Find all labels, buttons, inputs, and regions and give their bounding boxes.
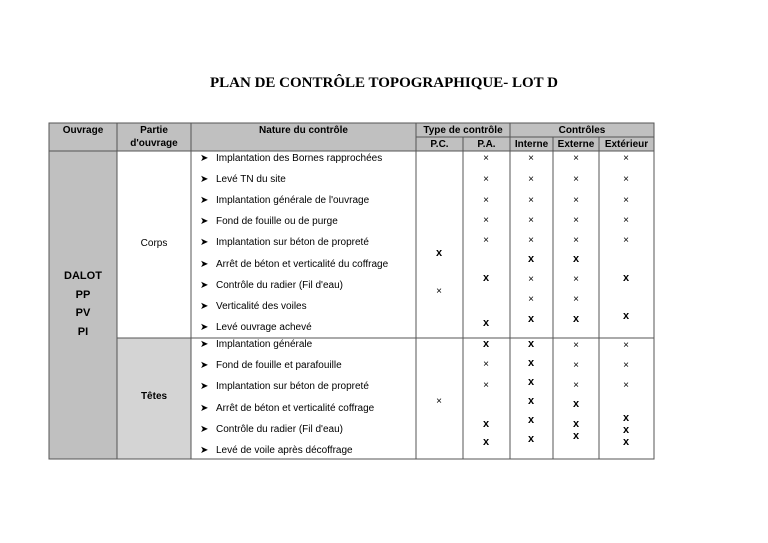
check-mark: × — [528, 294, 534, 305]
item-label: Contrôle du radier (Fil d'eau) — [216, 424, 343, 435]
arrow-icon: ➤ — [200, 301, 209, 312]
check-mark: x — [622, 310, 630, 322]
check-mark: x — [572, 253, 580, 265]
item-label: Arrêt de béton et verticalité coffrage — [216, 403, 375, 414]
check-mark: x — [527, 395, 535, 407]
check-mark: x — [527, 253, 535, 265]
check-mark: × — [528, 174, 534, 185]
check-mark: × — [436, 396, 442, 407]
header-partie: Partie — [140, 125, 168, 136]
page-title: PLAN DE CONTRÔLE TOPOGRAPHIQUE- LOT D — [210, 75, 558, 91]
check-mark: x — [482, 418, 490, 430]
check-mark: x — [435, 247, 443, 259]
ouvrage-pv: PV — [75, 307, 91, 319]
item-label: Implantation générale — [216, 339, 313, 350]
check-mark: × — [623, 174, 629, 185]
check-mark: x — [482, 338, 490, 350]
check-mark: x — [622, 424, 630, 436]
check-mark: × — [528, 235, 534, 246]
header-partie-line2: d'ouvrage — [130, 138, 178, 149]
list-item — [200, 444, 353, 458]
check-mark: x — [622, 412, 630, 424]
list-item — [200, 423, 343, 437]
arrow-icon: ➤ — [200, 195, 209, 206]
ouvrage-dalot: DALOT — [64, 270, 102, 282]
item-label: Implantation sur béton de propreté — [216, 237, 369, 248]
check-mark: × — [623, 380, 629, 391]
check-mark: × — [483, 174, 489, 185]
arrow-icon: ➤ — [200, 360, 209, 371]
check-mark: × — [573, 195, 579, 206]
arrow-icon: ➤ — [200, 237, 209, 248]
check-mark: x — [527, 414, 535, 426]
check-mark: × — [573, 235, 579, 246]
item-label: Contrôle du radier (Fil d'eau) — [216, 280, 343, 291]
header-controles: Contrôles — [558, 125, 606, 136]
check-mark: × — [623, 235, 629, 246]
list-item — [200, 258, 388, 272]
item-label: Fond de fouille et parafouille — [216, 360, 342, 371]
header-ouvrage: Ouvrage — [62, 125, 104, 136]
arrow-icon: ➤ — [200, 403, 209, 414]
check-mark: x — [482, 436, 490, 448]
check-mark: x — [622, 272, 630, 284]
check-mark: × — [573, 294, 579, 305]
check-mark: × — [623, 340, 629, 351]
check-mark: × — [436, 286, 442, 297]
check-mark: x — [622, 436, 630, 448]
list-item — [200, 402, 374, 416]
check-mark: × — [483, 235, 489, 246]
check-mark: x — [572, 398, 580, 410]
list-item — [200, 236, 369, 250]
item-label: Implantation des Bornes rapprochées — [216, 153, 383, 164]
check-mark: × — [483, 153, 489, 164]
item-label: Levé de voile après décoffrage — [216, 445, 353, 456]
check-mark: × — [483, 215, 489, 226]
arrow-icon: ➤ — [200, 424, 209, 435]
partie-tetes: Têtes — [140, 391, 168, 402]
arrow-icon: ➤ — [200, 445, 209, 456]
header-type: Type de contrôle — [423, 125, 503, 136]
list-item — [200, 173, 286, 187]
item-label: Arrêt de béton et verticalité du coffrage — [216, 259, 389, 270]
check-mark: × — [528, 153, 534, 164]
check-mark: × — [623, 195, 629, 206]
header-externe: Externe — [557, 139, 595, 150]
item-label: Verticalité des voiles — [216, 301, 307, 312]
check-mark: × — [528, 195, 534, 206]
list-item — [200, 338, 312, 352]
ouvrage-pp: PP — [75, 289, 91, 301]
arrow-icon: ➤ — [200, 259, 209, 270]
check-mark: × — [573, 215, 579, 226]
item-label: Levé ouvrage achevé — [216, 322, 312, 333]
check-mark: x — [527, 338, 535, 350]
header-pa: P.A. — [477, 139, 496, 150]
list-item — [200, 321, 312, 335]
check-mark: × — [528, 215, 534, 226]
arrow-icon: ➤ — [200, 153, 209, 164]
list-item — [200, 359, 342, 373]
check-mark: × — [528, 274, 534, 285]
header-nature: Nature du contrôle — [259, 125, 348, 136]
item-label: Implantation sur béton de propreté — [216, 381, 369, 392]
ouvrage-pi: PI — [77, 326, 89, 338]
check-mark: x — [482, 272, 490, 284]
header-pc: P.C. — [430, 139, 449, 150]
arrow-icon: ➤ — [200, 174, 209, 185]
check-mark: × — [573, 380, 579, 391]
check-mark: × — [573, 174, 579, 185]
header-interne: Interne — [514, 139, 549, 150]
header-exterieur: Extérieur — [604, 139, 649, 150]
check-mark: x — [527, 376, 535, 388]
check-mark: x — [572, 313, 580, 325]
arrow-icon: ➤ — [200, 339, 209, 350]
item-label: Implantation générale de l'ouvrage — [216, 195, 370, 206]
check-mark: × — [623, 153, 629, 164]
check-mark: × — [573, 360, 579, 371]
check-mark: x — [527, 313, 535, 325]
check-mark: x — [527, 357, 535, 369]
list-item — [200, 152, 382, 166]
check-mark: × — [573, 153, 579, 164]
list-item — [200, 194, 369, 208]
check-mark: × — [483, 195, 489, 206]
list-item — [200, 279, 343, 293]
check-mark: × — [623, 360, 629, 371]
check-mark: × — [573, 340, 579, 351]
arrow-icon: ➤ — [200, 381, 209, 392]
arrow-icon: ➤ — [200, 322, 209, 333]
list-item — [200, 380, 369, 394]
check-mark: x — [482, 317, 490, 329]
check-mark: x — [572, 430, 580, 442]
check-mark: × — [483, 380, 489, 391]
item-label: Levé TN du site — [216, 174, 286, 185]
list-item — [200, 215, 338, 229]
list-item — [200, 300, 307, 314]
item-label: Fond de fouille ou de purge — [216, 216, 338, 227]
arrow-icon: ➤ — [200, 280, 209, 291]
check-mark: × — [483, 359, 489, 370]
check-mark: x — [527, 433, 535, 445]
check-mark: × — [573, 274, 579, 285]
check-mark: × — [623, 215, 629, 226]
arrow-icon: ➤ — [200, 216, 209, 227]
partie-corps: Corps — [140, 238, 168, 249]
check-mark: x — [572, 418, 580, 430]
